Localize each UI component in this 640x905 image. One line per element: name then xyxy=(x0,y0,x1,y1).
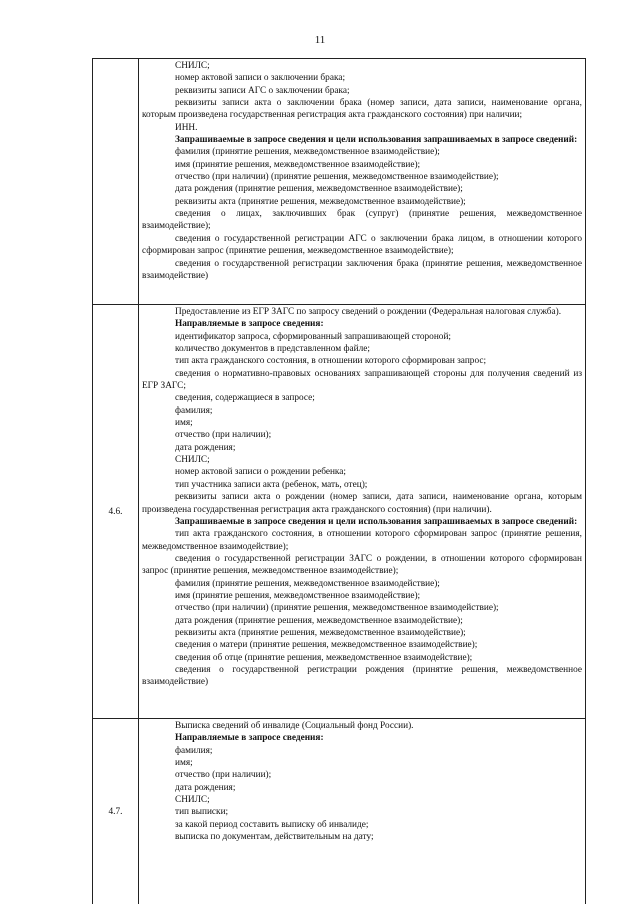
text-line: реквизиты акта (принятие решения, межведомственное взаимодействие); xyxy=(175,196,466,207)
text-line: тип участника записи акта (ребенок, мать, отец); xyxy=(175,479,368,490)
text-line: сведения о государственной регистрации заключения брака (принятие решения, межведомственное взаимодействие) xyxy=(142,258,582,281)
text-line: сведения об отце (принятие решения, межведомственное взаимодействие); xyxy=(175,652,473,663)
row-content xyxy=(139,59,585,304)
requirements-table xyxy=(92,58,586,904)
text-line: ИНН. xyxy=(175,122,198,133)
section-heading: Запрашиваемые в запросе сведения и цели использования запрашиваемых в запросе сведений: xyxy=(175,516,578,527)
text-line: за какой период составить выписку об инвалиде; xyxy=(175,819,369,830)
table-row xyxy=(93,58,585,304)
text-line: СНИЛС; xyxy=(175,61,210,71)
text-line: номер актовой записи о рождении ребенка; xyxy=(175,467,347,478)
text-line: сведения о нормативно-правовых основаниях запрашивающей стороны для получения сведений из ЕГР ЗАГС; xyxy=(142,368,582,392)
text-line: фамилия; xyxy=(175,405,213,416)
text-line: дата рождения (принятие решения, межведомственное взаимодействие); xyxy=(175,615,463,626)
table-row xyxy=(93,304,585,718)
text-line: имя; xyxy=(175,418,193,429)
text-line: Выписка сведений об инвалиде (Социальный фонд России). xyxy=(175,721,414,731)
text-line: сведения о государственной регистрации АГС о заключении брака лицом, в отношении которого сформирован запрос (принятие решения, межведомственное взаимодействие); xyxy=(142,233,582,257)
text-line: отчество (при наличии); xyxy=(175,770,272,781)
text-line: идентификатор запроса, сформированный запрашивающей стороной; xyxy=(175,331,452,342)
text-line: отчество (при наличии) (принятие решения, межведомственное взаимодействие); xyxy=(175,603,499,614)
row-number xyxy=(93,59,139,304)
text-line: СНИЛС; xyxy=(175,795,210,806)
text-line: дата рождения; xyxy=(175,782,236,793)
text-line: СНИЛС; xyxy=(175,455,210,466)
text-line: фамилия; xyxy=(175,745,213,756)
text-line: фамилия (принятие решения, межведомственное взаимодействие); xyxy=(175,578,440,589)
text-line: дата рождения (принятие решения, межведомственное взаимодействие); xyxy=(175,184,463,195)
text-line: сведения о государственной регистрации рождения (принятие решения, межведомственное взаимодействие) xyxy=(142,664,582,688)
section-heading: Направляемые в запросе сведения: xyxy=(175,733,324,744)
row-number: 4.6. xyxy=(93,305,139,718)
text-line: реквизиты акта (принятие решения, межведомственное взаимодействие); xyxy=(175,627,466,638)
text-line: имя (принятие решения, межведомственное взаимодействие); xyxy=(175,159,421,170)
text-line: количество документов в представленном файле; xyxy=(175,344,370,355)
text-line: имя (принятие решения, межведомственное взаимодействие); xyxy=(175,590,421,601)
text-line: тип акта гражданского состояния, в отношении которого сформирован запрос; xyxy=(175,356,487,367)
row-content xyxy=(139,719,585,904)
text-line: тип выписки; xyxy=(175,807,229,818)
page-number: 11 xyxy=(314,34,326,46)
text-line: дата рождения; xyxy=(175,442,236,453)
text-line: сведения о государственной регистрации ЗАГС о рождении, в отношении которого сформирован запрос (принятие решения, межведомственное взаимодействие); xyxy=(142,553,582,577)
text-line: отчество (при наличии) (принятие решения, межведомственное взаимодействие); xyxy=(175,172,499,183)
text-line: Предоставление из ЕГР ЗАГС по запросу сведений о рождении (Федеральная налоговая служба). xyxy=(175,307,562,317)
text-line: сведения, содержащиеся в запросе; xyxy=(175,393,315,404)
text-line: имя; xyxy=(175,758,193,769)
text-line: реквизиты записи акта о рождении (номер записи, дата записи, наименование органа, которым произведена государственная регистрация акта гражданского состояния) (при наличии). xyxy=(142,492,582,515)
table-row xyxy=(93,718,585,904)
section-heading: Запрашиваемые в запросе сведения и цели использования запрашиваемых в запросе сведений: xyxy=(175,135,578,146)
row-number: 4.7. xyxy=(93,719,139,904)
text-line: тип акта гражданского состояния, в отношении которого сформирован запрос (принятие решения, межведомственное взаимодействие); xyxy=(142,529,582,552)
text-line: фамилия (принятие решения, межведомственное взаимодействие); xyxy=(175,147,440,158)
text-line: сведения о лицах, заключивших брак (супруг) (принятие решения, межведомственное взаимодействие); xyxy=(142,209,582,232)
text-line: номер актовой записи о заключении брака; xyxy=(175,73,346,84)
text-line: отчество (при наличии); xyxy=(175,430,272,441)
text-line: сведения о матери (принятие решения, межведомственное взаимодействие); xyxy=(175,640,478,651)
section-heading: Направляемые в запросе сведения: xyxy=(175,319,324,330)
text-line: реквизиты записи акта о заключении брака (номер записи, дата записи, наименование органа, которым произведена государственная регистрация акта гражданского состояния) при наличии; xyxy=(142,98,582,121)
text-line: выписка по документам, действительным на дату; xyxy=(175,832,374,843)
text-line: реквизиты записи АГС о заключении брака; xyxy=(175,85,350,96)
row-content xyxy=(139,305,585,718)
